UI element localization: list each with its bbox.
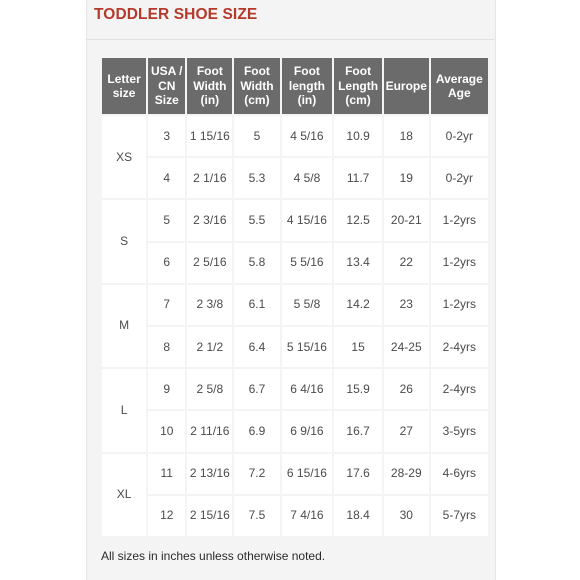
cell-foot-width-in: 2 13/16 — [187, 454, 232, 494]
cell-foot-width-cm: 6.4 — [234, 327, 279, 367]
cell-europe: 19 — [384, 158, 429, 198]
cell-foot-length-cm: 15.9 — [334, 369, 382, 409]
cell-foot-length-in: 5 5/8 — [282, 285, 333, 325]
cell-foot-length-cm: 12.5 — [334, 200, 382, 240]
table-row — [102, 116, 488, 156]
cell-foot-width-cm: 6.1 — [234, 285, 279, 325]
cell-letter-size: XS — [102, 116, 146, 198]
cell-average-age: 0-2yr — [431, 158, 488, 198]
cell-average-age: 1-2yrs — [431, 243, 488, 283]
cell-foot-length-in: 6 9/16 — [282, 411, 333, 451]
cell-foot-width-in: 2 11/16 — [187, 411, 232, 451]
cell-average-age: 4-6yrs — [431, 454, 488, 494]
cell-europe: 24-25 — [384, 327, 429, 367]
cell-foot-width-in: 2 1/16 — [187, 158, 232, 198]
cell-foot-length-cm: 18.4 — [334, 496, 382, 536]
table-header-row — [102, 58, 488, 114]
header-letter-size: Letter size — [102, 58, 146, 114]
cell-usa-cn-size: 11 — [148, 454, 185, 494]
table-row — [102, 327, 488, 367]
cell-letter-size: XL — [102, 454, 146, 537]
cell-foot-width-cm: 6.7 — [234, 369, 279, 409]
cell-average-age: 5-7yrs — [431, 496, 488, 536]
page-title: TODDLER SHOE SIZE — [94, 6, 258, 23]
header-foot-width-cm: Foot Width (cm) — [234, 58, 279, 114]
cell-foot-width-cm: 5 — [234, 116, 279, 156]
cell-average-age: 2-4yrs — [431, 369, 488, 409]
cell-europe: 23 — [384, 285, 429, 325]
cell-foot-length-cm: 11.7 — [334, 158, 382, 198]
cell-letter-size: M — [102, 285, 146, 367]
cell-foot-length-in: 5 5/16 — [282, 243, 333, 283]
cell-average-age: 1-2yrs — [431, 285, 488, 325]
cell-usa-cn-size: 6 — [148, 243, 185, 283]
cell-foot-length-in: 5 15/16 — [282, 327, 333, 367]
cell-foot-width-in: 2 15/16 — [187, 496, 232, 536]
cell-foot-length-cm: 17.6 — [334, 454, 382, 494]
cell-foot-length-in: 6 4/16 — [282, 369, 333, 409]
cell-foot-width-cm: 7.2 — [234, 454, 279, 494]
cell-foot-width-in: 2 5/16 — [187, 243, 232, 283]
cell-foot-length-in: 6 15/16 — [282, 454, 333, 494]
header-usa-cn-size: USA / CN Size — [148, 58, 185, 114]
cell-usa-cn-size: 4 — [148, 158, 185, 198]
cell-average-age: 1-2yrs — [431, 200, 488, 240]
cell-europe: 20-21 — [384, 200, 429, 240]
header-foot-width-in: Foot Width (in) — [187, 58, 232, 114]
cell-foot-length-cm: 15 — [334, 327, 382, 367]
cell-foot-width-cm: 5.8 — [234, 243, 279, 283]
title-divider — [86, 39, 494, 40]
footnote: All sizes in inches unless otherwise noted. — [101, 549, 326, 563]
cell-foot-width-in: 2 3/16 — [187, 200, 232, 240]
cell-average-age: 3-5yrs — [431, 411, 488, 451]
cell-usa-cn-size: 12 — [148, 496, 185, 536]
cell-usa-cn-size: 7 — [148, 285, 185, 325]
cell-foot-length-in: 4 5/16 — [282, 116, 333, 156]
size-table — [100, 56, 490, 538]
table-row — [102, 243, 488, 283]
cell-europe: 26 — [384, 369, 429, 409]
cell-usa-cn-size: 3 — [148, 116, 185, 156]
header-foot-length-in: Foot length (in) — [282, 58, 333, 114]
cell-usa-cn-size: 10 — [148, 411, 185, 451]
table-row — [102, 158, 488, 198]
cell-usa-cn-size: 9 — [148, 369, 185, 409]
header-average-age: Average Age — [431, 58, 488, 114]
cell-foot-width-cm: 5.3 — [234, 158, 279, 198]
cell-foot-length-cm: 16.7 — [334, 411, 382, 451]
cell-foot-width-cm: 7.5 — [234, 496, 279, 536]
cell-foot-length-cm: 10.9 — [334, 116, 382, 156]
table-row — [102, 285, 488, 325]
cell-letter-size: L — [102, 369, 146, 451]
cell-foot-length-cm: 14.2 — [334, 285, 382, 325]
table-row — [102, 496, 488, 536]
table-row — [102, 200, 488, 240]
cell-average-age: 2-4yrs — [431, 327, 488, 367]
cell-foot-length-in: 4 15/16 — [282, 200, 333, 240]
cell-letter-size: S — [102, 200, 146, 282]
table-row — [102, 454, 488, 494]
cell-europe: 18 — [384, 116, 429, 156]
cell-foot-width-cm: 5.5 — [234, 200, 279, 240]
cell-europe: 28-29 — [384, 454, 429, 494]
table-row — [102, 411, 488, 451]
cell-foot-length-in: 4 5/8 — [282, 158, 333, 198]
cell-foot-length-in: 7 4/16 — [282, 496, 333, 536]
cell-foot-width-in: 2 1/2 — [187, 327, 232, 367]
cell-average-age: 0-2yr — [431, 116, 488, 156]
cell-foot-width-cm: 6.9 — [234, 411, 279, 451]
header-europe: Europe — [384, 58, 429, 114]
table-row — [102, 369, 488, 409]
cell-foot-width-in: 1 15/16 — [187, 116, 232, 156]
header-foot-length-cm: Foot Length (cm) — [334, 58, 382, 114]
cell-europe: 30 — [384, 496, 429, 536]
cell-usa-cn-size: 5 — [148, 200, 185, 240]
cell-foot-length-cm: 13.4 — [334, 243, 382, 283]
cell-usa-cn-size: 8 — [148, 327, 185, 367]
table-body — [102, 116, 488, 536]
cell-europe: 27 — [384, 411, 429, 451]
cell-foot-width-in: 2 5/8 — [187, 369, 232, 409]
cell-foot-width-in: 2 3/8 — [187, 285, 232, 325]
cell-europe: 22 — [384, 243, 429, 283]
